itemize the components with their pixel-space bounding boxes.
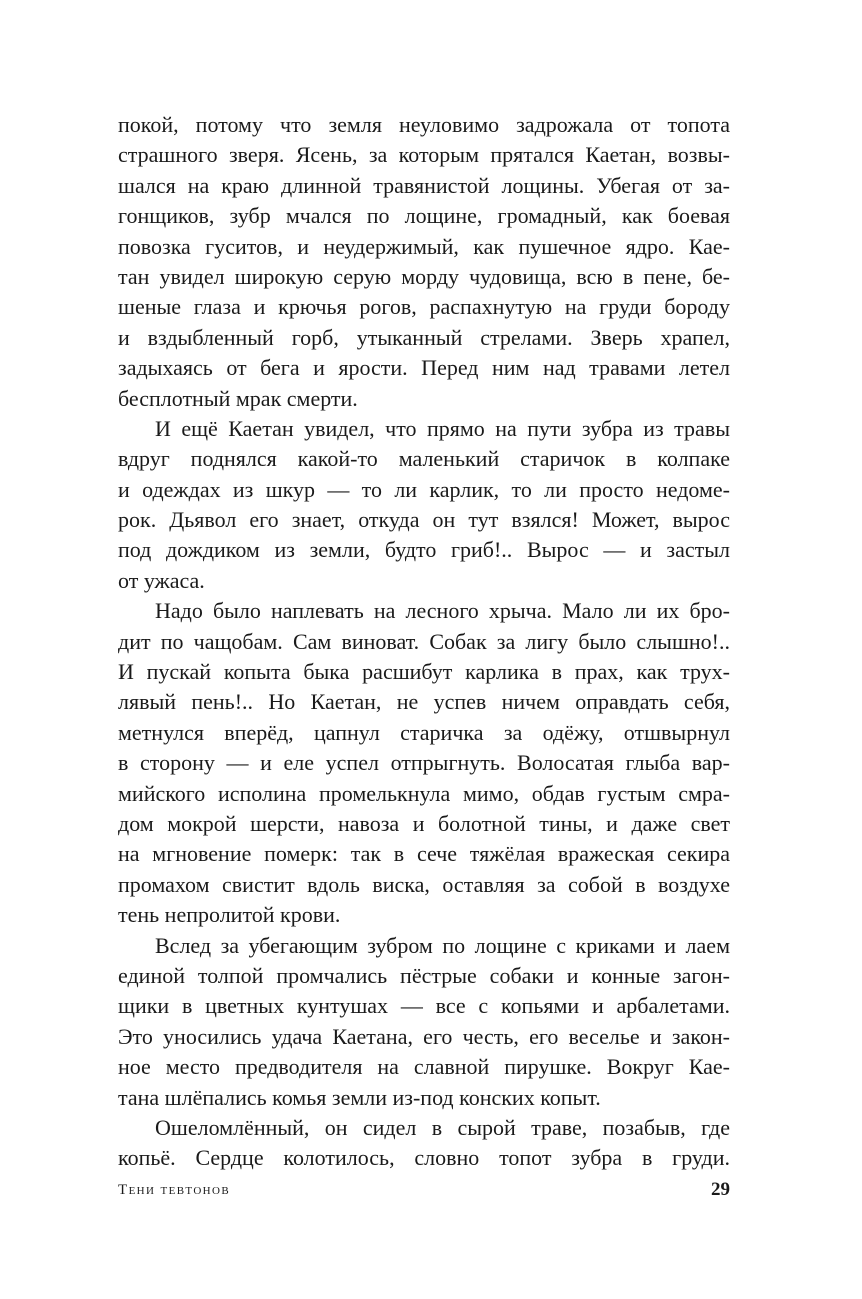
text-line: бесплотный мрак смерти. [118,385,358,411]
text-line: и вздыбленный горб, утыканный стрелами. Зверь храпел, [118,324,730,350]
text-line: лявый пень!.. Но Каетан, не успев ничем оправдать себя, [118,689,730,715]
text-line: задыхаясь от бега и ярости. Перед ним над травами летел [118,355,730,381]
text-line: мийского исполина промелькнула мимо, обдав густым смра- [118,780,730,806]
text-line: от ужаса. [118,567,205,593]
text-line: тан увидел широкую серую морду чудовища, всю в пене, бе- [118,263,730,289]
text-line: дом мокрой шерсти, навоза и болотной тины, и даже свет [118,810,730,836]
text-line: Это уносились удача Каетана, его честь, его веселье и закон- [118,1023,730,1049]
text-line: шался на краю длинной травянистой лощины. Убегая от за- [118,172,730,198]
text-line: рок. Дьявол его знает, откуда он тут взялся! Может, вырос [118,507,730,533]
page-footer [118,1178,730,1208]
text-line: Надо было наплевать на лесного хрыча. Мало ли их бро- [155,598,730,624]
text-line: повозка гуситов, и неудержимый, как пушечное ядро. Кае- [118,233,730,259]
page-number: 29 [711,1179,730,1200]
text-line: в сторону — и еле успел отпрыгнуть. Волосатая глыба вар- [118,750,730,776]
running-title: Тени тевтонов [118,1182,231,1198]
text-line: И ещё Каетан увидел, что прямо на пути зубра из травы [155,415,730,441]
text-line: шеные глаза и крючья рогов, распахнутую на груди бороду [118,294,730,320]
text-line: и одеждах из шкур — то ли карлик, то ли просто недоме- [118,476,730,502]
text-line: покой, потому что земля неуловимо задрожала от топота [118,112,730,137]
text-line: на мгновение померк: так в сече тяжёлая вражеская секира [118,841,730,867]
text-line: щики в цветных кунтушах — все с копьями и арбалетами. [118,993,730,1019]
text-line: под дождиком из земли, будто гриб!.. Вырос — и застыл [118,537,730,563]
text-line: вдруг поднялся какой-то маленький старичок в колпаке [118,446,730,472]
text-line: тана шлёпались комья земли из-под конских копыт. [118,1084,601,1110]
text-line: И пускай копыта быка расшибут карлика в прах, как трух- [118,659,730,685]
text-line: ное место предводителя на славной пирушке. Вокруг Кае- [118,1054,730,1080]
text-line: единой толпой промчались пёстрые собаки и конные загон- [118,962,730,988]
text-line: промахом свистит вдоль виска, оставляя за собой в воздухе [118,871,730,897]
text-line: тень непролитой крови. [118,902,341,928]
text-line: дит по чащобам. Сам виноват. Собак за лигу было слышно!.. [118,628,730,654]
text-line: страшного зверя. Ясень, за которым прятался Каетан, возвы- [118,142,730,168]
text-line: Ошеломлённый, он сидел в сырой траве, позабыв, где [155,1114,730,1140]
text-line: метнулся вперёд, цапнул старичка за одёжу, отшвырнул [118,719,730,745]
text-line: копьё. Сердце колотилось, словно топот зубра в груди. [118,1145,730,1171]
text-line: Вслед за убегающим зубром по лощине с криками и лаем [155,932,730,958]
body-text [118,110,730,1174]
text-line: гонщиков, зубр мчался по лощине, громадный, как боевая [118,203,730,229]
